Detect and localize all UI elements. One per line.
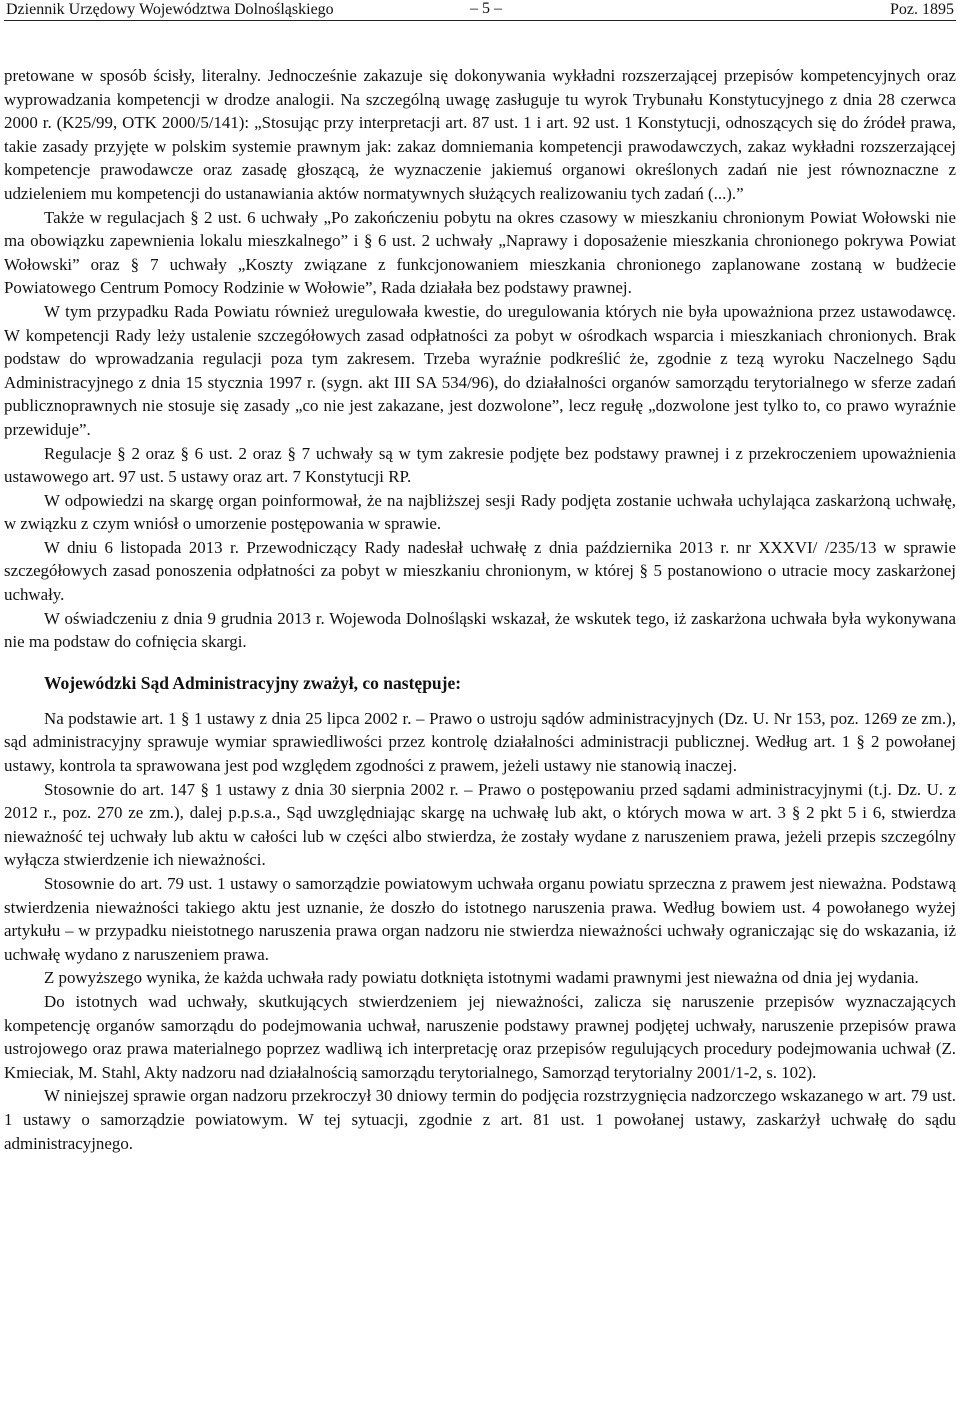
paragraph: W niniejszej sprawie organ nadzoru przekroczył 30 dniowy termin do podjęcia rozstrzygnięcia nadzorczego wskazanego w art. 79 ust. 1 ustawy o samorządzie powiatowym. W tej sytuacji, zgodnie z art. 81 ust. 1 powołanej ustawy, zaskarżył uchwałę do sądu administracyjnego. <box>4 1086 956 1153</box>
paragraph: Stosownie do art. 79 ust. 1 ustawy o samorządzie powiatowym uchwała organu powiatu sprzeczna z prawem jest nieważna. Podstawą stwierdzenia nieważności takiego aktu jest uznanie, że doszło do istotnego naruszenia prawa. Według bowiem ust. 4 powołanego wyżej artykułu – w przypadku nieistotnego naruszenia prawa organ nadzoru nie stwierdza nieważności uchwały ograniczając się do wskazania, iż uchwałę wydano z naruszeniem prawa. <box>4 874 956 964</box>
paragraph: Stosownie do art. 147 § 1 ustawy z dnia 30 sierpnia 2002 r. – Prawo o postępowaniu przed sądami administracyjnymi (t.j. Dz. U. z 2012 r., poz. 270 ze zm.), dalej p.p.s.a., Sąd uwzględniając skargę na uchwałę lub akt, o których mowa w art. 3 § 2 pkt 5 i 6, stwierdza nieważność tej uchwały lub aktu w całości lub w części albo stwierdza, że zostały wydane z naruszeniem prawa, jeżeli przepis szczególny wyłącza stwierdzenie ich nieważności. <box>4 779 956 870</box>
position-number: Poz. 1895 <box>890 1 954 18</box>
paragraph: pretowane w sposób ścisły, literalny. Jednocześnie zakazuje się dokonywania wykładni rozszerzającej przepisów kompetencyjnych oraz wyprowadzania kompetencji w drodze analogii. Na szczególną uwagę zasługuje tu wyrok Trybunału Konstytucyjnego z dnia 28 czerwca 2000 r. (K25/99, OTK 2000/5/141): „Stosując przy interpretacji art. 87 ust. 1 i art. 92 ust. 1 Konstytucji, odnoszących się do źródeł prawa, takie zasady przyjęte w polskim systemie prawnym jak: zakaz domniemania kompetencji prawodawczych, zakaz wykładni rozszerzającej kompetencje prawodawcze oraz zasadę głoszącą, że wyznaczenie jakiemuś organowi określonych zadań nie jest równoznaczne z udzieleniem mu kompetencji do ustanawiania aktów normatywnych służących realizowaniu tych zadań (...).” <box>4 66 956 203</box>
journal-title: Dziennik Urzędowy Województwa Dolnośląskiego <box>6 1 334 18</box>
paragraph: Z powyższego wynika, że każda uchwała rady powiatu dotknięta istotnymi wadami prawnymi jest nieważna od dnia jej wydania. <box>44 968 919 988</box>
paragraph: Także w regulacjach § 2 ust. 6 uchwały „Po zakończeniu pobytu na okres czasowy w mieszkaniu chronionym Powiat Wołowski nie ma obowiązku zapewnienia lokalu mieszkalnego” i § 6 ust. 2 uchwały „Naprawy i doposażenie mieszkania chronionego pokrywa Powiat Wołowski” oraz § 7 uchwały „Koszty związane z funkcjonowaniem mieszkania chronionego zaplanowane zostaną w budżecie Powiatowego Centrum Pomocy Rodzinie w Wołowie”, Rada działała bez podstawy prawnej. <box>4 207 956 298</box>
section-heading: Wojewódzki Sąd Administracyjny zważył, co następuje: <box>44 672 462 693</box>
paragraph: Na podstawie art. 1 § 1 ustawy z dnia 25 lipca 2002 r. – Prawo o ustroju sądów administracyjnych (Dz. U. Nr 153, poz. 1269 ze zm.), sąd administracyjny sprawuje wymiar sprawiedliwości przez kontrolę działalności administracji publicznej. Według art. 1 § 2 powołanej ustawy, kontrola ta sprawowana jest pod względem zgodności z prawem, jeżeli ustawy nie stanowią inaczej. <box>4 708 956 776</box>
document-body <box>4 64 956 1155</box>
page-header <box>4 0 956 21</box>
paragraph: W odpowiedzi na skargę organ poinformował, że na najbliższej sesji Rady podjęta zostanie uchwała uchylająca zaskarżoną uchwałę, w związku z czym wniósł o umorzenie postępowania w sprawie. <box>4 490 956 534</box>
paragraph: W oświadczeniu z dnia 9 grudnia 2013 r. Wojewoda Dolnośląski wskazał, że wskutek tego, iż zaskarżona uchwała była wykonywana nie ma podstaw do cofnięcia skargi. <box>4 608 956 652</box>
paragraph: Regulacje § 2 oraz § 6 ust. 2 oraz § 7 uchwały są w tym zakresie podjęte bez podstawy prawnej i z przekroczeniem upoważnienia ustawowego art. 97 ust. 5 ustawy oraz art. 7 Konstytucji RP. <box>4 443 956 487</box>
paragraph: W tym przypadku Rada Powiatu również uregulowała kwestie, do uregulowania których nie była upoważniona przez ustawodawcę. W kompetencji Rady leży ustalenie szczegółowych zasad odpłatności za pobyt w ośrodkach wsparcia i mieszkaniach chronionych. Brak podstaw do wprowadzania regulacji poza tym zakresem. Trzeba wyraźnie podkreślić że, zgodnie z tezą wyroku Naczelnego Sądu Administracyjnego z dnia 15 stycznia 1997 r. (sygn. akt III SA 534/96), do działalności organów samorządu terytorialnego w sferze zadań publicznoprawnych nie stosuje się zasady „co nie jest zakazane, jest dozwolone”, lecz regułę „dozwolone jest tylko to, co prawo wyraźnie przewiduje”. <box>4 301 956 439</box>
paragraph: Do istotnych wad uchwały, skutkujących stwierdzeniem jej nieważności, zalicza się naruszenie przepisów wyznaczających kompetencję organów samorządu do podejmowania uchwał, naruszenie podstawy prawnej podjętej uchwały, naruszenie przepisów prawa ustrojowego oraz prawa materialnego poprzez wadliwą ich interpretację oraz przepisów regulujących procedury podejmowania uchwał (Z. Kmieciak, M. Stahl, Akty nadzoru nad działalnością samorządu terytorialnego, Samorząd terytorialny 2001/1-2, s. 102). <box>4 991 956 1082</box>
paragraph: W dniu 6 listopada 2013 r. Przewodniczący Rady nadesłał uchwałę z dnia października 2013 r. nr XXXVI/ /235/13 w sprawie szczegółowych zasad ponoszenia odpłatności za pobyt w mieszkaniu chronionym, w której § 5 postanowiono o utracie mocy zaskarżonej uchwały. <box>4 537 956 605</box>
page-number: – 5 – <box>470 0 502 17</box>
